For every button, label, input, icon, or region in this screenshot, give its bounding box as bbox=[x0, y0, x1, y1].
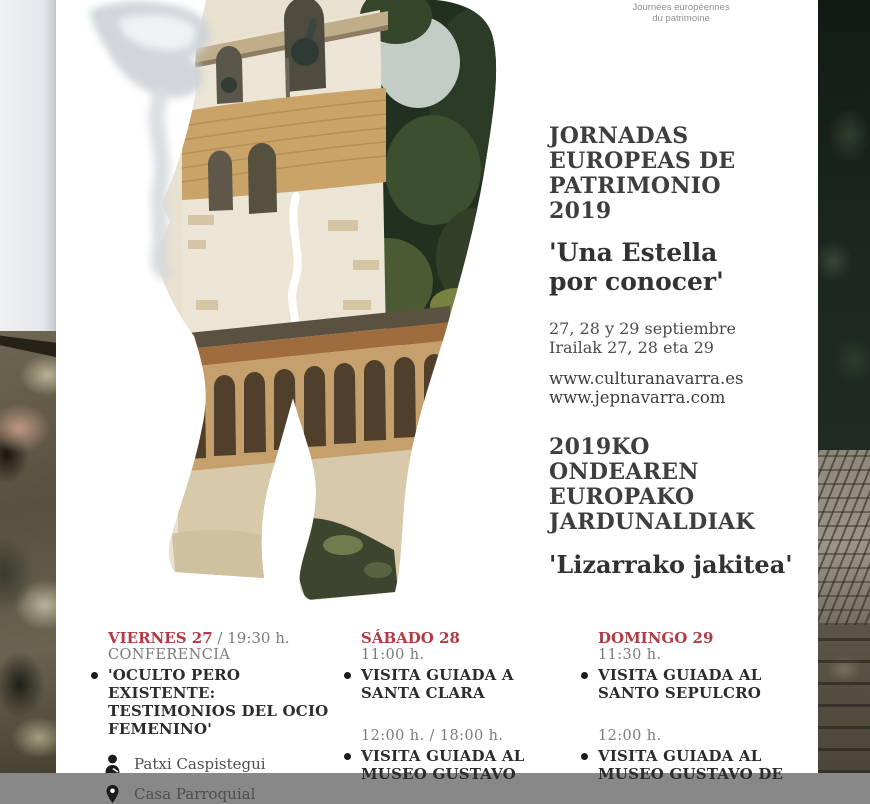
venue-row bbox=[90, 784, 352, 804]
bullet-icon bbox=[343, 747, 361, 783]
title-es-line: JORNADAS bbox=[549, 123, 689, 149]
event-title-line: SANTA CLARA bbox=[361, 684, 485, 702]
event-title-line: VISITA GUIADA AL bbox=[598, 747, 762, 765]
day-label-friday: VIERNES 27 bbox=[108, 629, 213, 647]
event-time: 12:00 h. bbox=[598, 728, 662, 744]
event-title-line: TESTIMONIOS DEL OCIO bbox=[108, 702, 329, 720]
event-title-line: MUSEO GUSTAVO DE bbox=[598, 765, 784, 783]
event-time: 11:00 h. bbox=[361, 647, 425, 663]
event-title-line: VISITA GUIADA AL bbox=[361, 747, 525, 765]
url-culturanavarra[interactable]: www.culturanavarra.es bbox=[549, 369, 744, 388]
event-title-line: VISITA GUIADA A bbox=[361, 666, 514, 684]
title-eu-line: EUROPAKO bbox=[549, 484, 695, 510]
left-photo-strip bbox=[0, 331, 56, 773]
event-title-line: 'OCULTO PERO EXISTENTE: bbox=[108, 666, 241, 702]
title-es-line: EUROPEAS DE bbox=[549, 148, 736, 174]
title-eu-line: 2019KO bbox=[549, 434, 650, 460]
location-icon bbox=[104, 784, 121, 804]
url-jepnavarra[interactable]: www.jepnavarra.com bbox=[549, 387, 726, 407]
event-category: CONFERENCIA bbox=[108, 647, 231, 663]
title-es-line: PATRIMONIO bbox=[549, 173, 721, 199]
speaker-row bbox=[90, 754, 352, 774]
schedule-column-friday bbox=[90, 630, 352, 804]
right-photo-forest bbox=[818, 0, 870, 450]
subtitle-es-line: 'Una Estella bbox=[549, 238, 718, 267]
walker-silhouette-photo bbox=[88, 0, 533, 620]
bullet-icon bbox=[90, 666, 108, 738]
event-time: 12:00 h. / 18:00 h. bbox=[361, 728, 504, 744]
event-title-line: MUSEO GUSTAVO bbox=[361, 765, 516, 783]
logo-text-line2: du patrimoine bbox=[652, 13, 710, 24]
left-margin-top bbox=[0, 0, 56, 331]
dates-eu: Irailak 27, 28 eta 29 bbox=[549, 337, 714, 357]
subtitle-eu: 'Lizarrako jakitea' bbox=[549, 550, 793, 579]
subtitle-es-line: por conocer' bbox=[549, 267, 724, 296]
event-item bbox=[580, 747, 822, 783]
event-item bbox=[343, 666, 563, 702]
day-time-friday: / 19:30 h. bbox=[212, 629, 290, 647]
event-title-line: VISITA GUIADA AL bbox=[598, 666, 762, 684]
right-photo-strip bbox=[818, 0, 870, 773]
right-photo-roof-tiles bbox=[818, 450, 870, 625]
event-title-line: SANTO SEPULCRO bbox=[598, 684, 762, 702]
event-item bbox=[580, 666, 822, 702]
title-eu-line: JARDUNALDIAK bbox=[549, 509, 755, 535]
schedule-column-sunday bbox=[580, 630, 822, 783]
dates-es: 27, 28 y 29 septiembre bbox=[549, 319, 737, 338]
title-block bbox=[549, 124, 799, 578]
day-label-sunday: DOMINGO 29 bbox=[598, 629, 714, 647]
heritage-days-logo bbox=[598, 0, 764, 24]
event-time: 11:30 h. bbox=[598, 647, 662, 663]
event-item bbox=[90, 666, 352, 738]
schedule-column-saturday bbox=[343, 630, 563, 783]
title-eu-line: ONDEAREN bbox=[549, 459, 699, 485]
bullet-icon bbox=[580, 666, 598, 702]
venue-name: Casa Parroquial bbox=[134, 785, 256, 803]
right-photo-stone-wall bbox=[818, 625, 870, 773]
person-icon bbox=[104, 754, 121, 774]
logo-text-line1: Journées européennes bbox=[632, 2, 730, 13]
title-es-line: 2019 bbox=[549, 198, 612, 224]
bullet-icon bbox=[580, 747, 598, 783]
speaker-name: Patxi Caspistegui bbox=[134, 755, 266, 773]
bullet-icon bbox=[343, 666, 361, 702]
event-item bbox=[343, 747, 563, 783]
event-title-line: FEMENINO' bbox=[108, 720, 213, 738]
day-label-saturday: SÁBADO 28 bbox=[361, 629, 460, 647]
